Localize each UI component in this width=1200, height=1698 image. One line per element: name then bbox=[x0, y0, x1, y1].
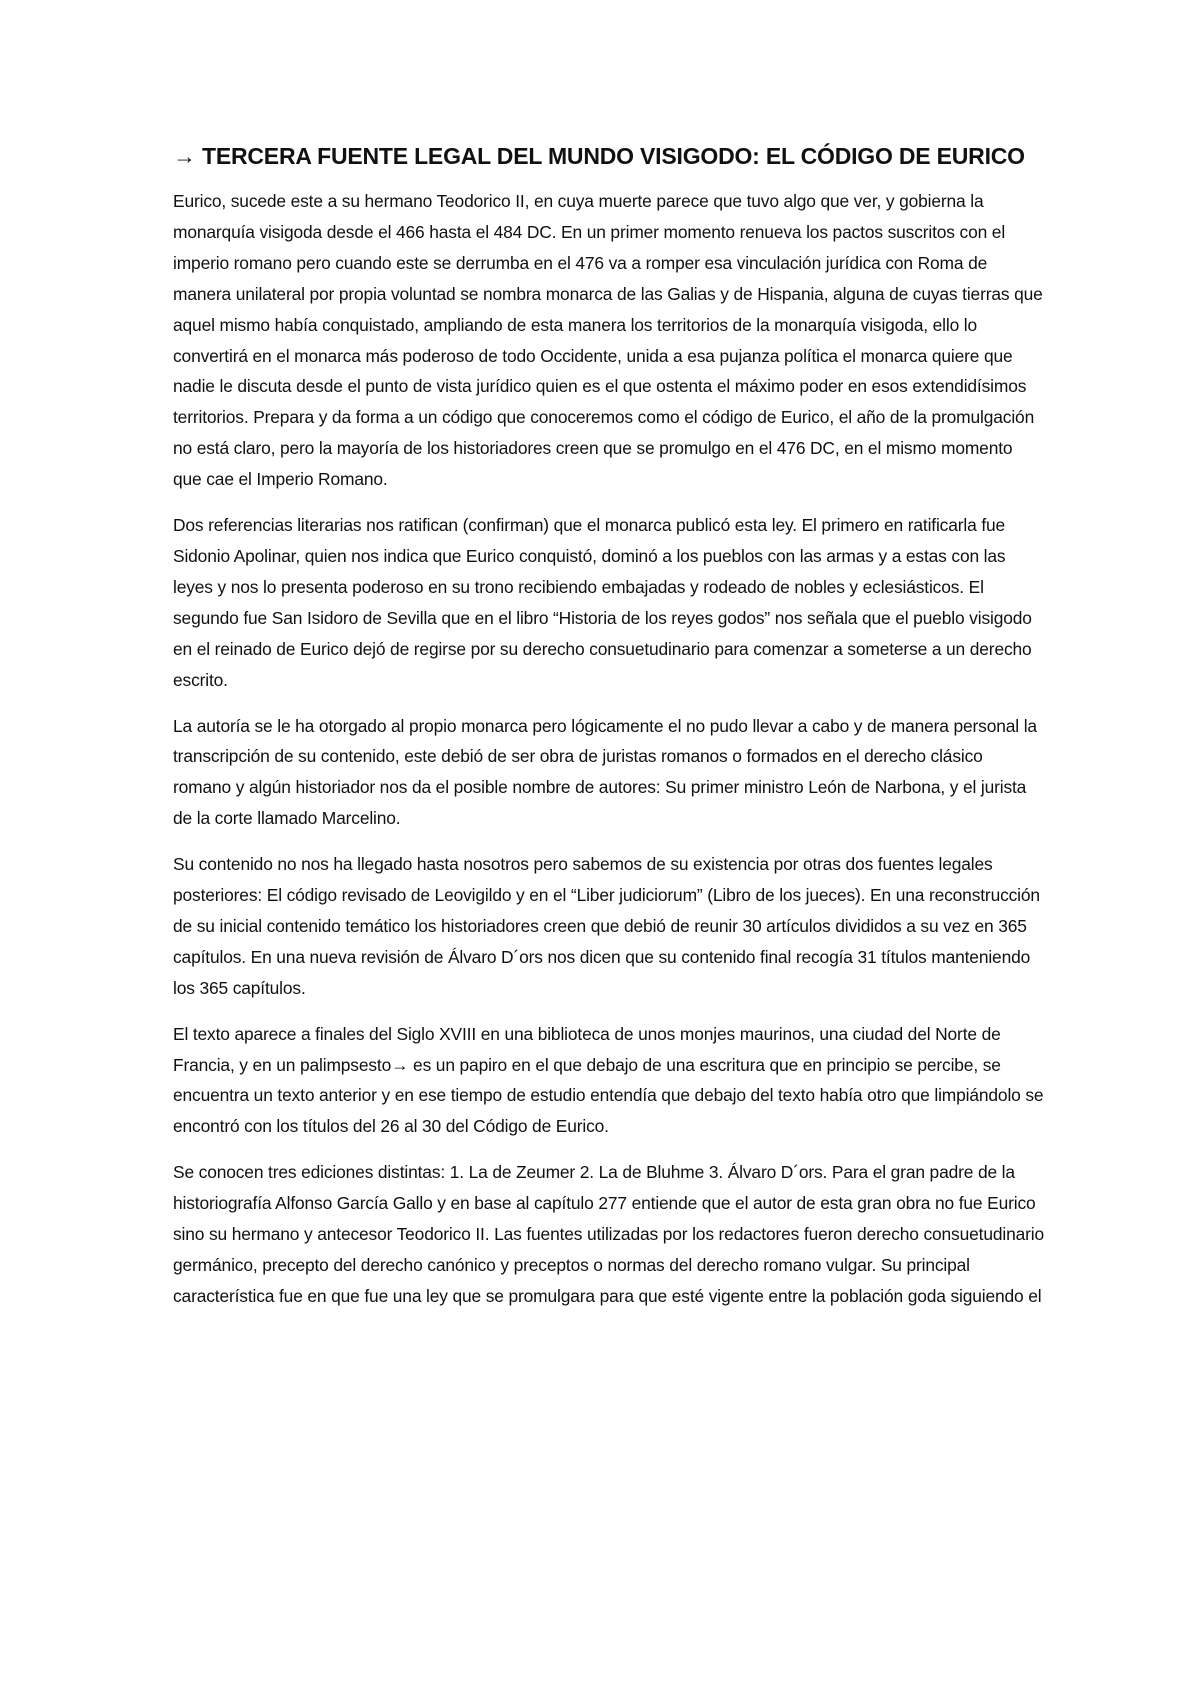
document-title: → TERCERA FUENTE LEGAL DEL MUNDO VISIGODO: EL CÓDIGO DE EURICO bbox=[173, 143, 1025, 169]
paragraph-eurico-intro: Eurico, sucede este a su hermano Teodorico II, en cuya muerte parece que tuvo algo que ver, y gobierna la monarquía visigoda desde el 466 hasta el 484 DC. En un primer momento renueva los pactos suscritos con el imperio romano pero cuando este se derrumba en el 476 va a romper esa vinculación jurídica con Roma de manera unilateral por propia voluntad se nombra monarca de las Galias y de Hispania, alguna de cuyas tierras que aquel mismo había conquistado, ampliando de esta manera los territorios de la monarquía visigoda, ello lo convertirá en el monarca más poderoso de todo Occidente, unida a esa pujanza política el monarca quiere que nadie le discuta desde el punto de vista jurídico quien es el que ostenta el máximo poder en esos extendidísimos territorios. Prepara y da forma a un código que conoceremos como el código de Eurico, el año de la promulgación no está claro, pero la mayoría de los historiadores creen que se promulgo en el 476 DC, en el mismo momento que cae el Imperio Romano. bbox=[173, 191, 1043, 490]
paragraph-authorship: La autoría se le ha otorgado al propio monarca pero lógicamente el no pudo llevar a cabo y de manera personal la transcripción de su contenido, este debió de ser obra de juristas romanos o formados en el derecho clásico romano y algún historiador nos da el posible nombre de autores: Su primer ministro León de Narbona, y el jurista de la corte llamado Marcelino. bbox=[173, 715, 1037, 829]
paragraph-content: Su contenido no nos ha llegado hasta nosotros pero sabemos de su existencia por otras dos fuentes legales posteriores: El código revisado de Leovigildo y en el “Liber judiciorum” (Libro de los jueces). En una reconstrucción de su inicial contenido temático los historiadores creen que debió de reunir 30 artículos divididos a su vez en 365 capítulos. En una nueva revisión de Álvaro D´ors nos dicen que su contenido final recogía 31 títulos manteniendo los 365 capítulos. bbox=[173, 854, 1040, 998]
paragraph-editions: Se conocen tres ediciones distintas: 1. La de Zeumer 2. La de Bluhme 3. Álvaro D´ors. Para el gran padre de la historiografía Alfonso García Gallo y en base al capítulo 277 entiende que el autor de esta gran obra no fue Eurico sino su hermano y antecesor Teodorico II. Las fuentes utilizadas por los redactores fueron derecho consuetudinario germánico, precepto del derecho canónico y preceptos o normas del derecho romano vulgar. Su principal característica fue en que fue una ley que se promulgara para que esté vigente entre la población goda siguiendo el bbox=[173, 1162, 1044, 1306]
paragraph-palimpsest: El texto aparece a finales del Siglo XVIII en una biblioteca de unos monjes maurinos, una ciudad del Norte de Francia, y en un palimpsesto→ es un papiro en el que debajo de una escritura que en principio se percibe, se encuentra un texto anterior y en ese tiempo de estudio entendía que debajo del texto había otro que limpiándolo se encontró con los títulos del 26 al 30 del Código de Eurico. bbox=[173, 1023, 1044, 1137]
document-body bbox=[173, 138, 1045, 1327]
paragraph-literary-references: Dos referencias literarias nos ratifican (confirman) que el monarca publicó esta ley. El primero en ratificarla fue Sidonio Apolinar, quien nos indica que Eurico conquistó, dominó a los pueblos con las armas y a estas con las leyes y nos lo presenta poderoso en su trono recibiendo embajadas y rodeado de nobles y eclesiásticos. El segundo fue San Isidoro de Sevilla que en el libro “Historia de los reyes godos” nos señala que el pueblo visigodo en el reinado de Eurico dejó de regirse por su derecho consuetudinario para comenzar a someterse a un derecho escrito. bbox=[173, 515, 1032, 690]
